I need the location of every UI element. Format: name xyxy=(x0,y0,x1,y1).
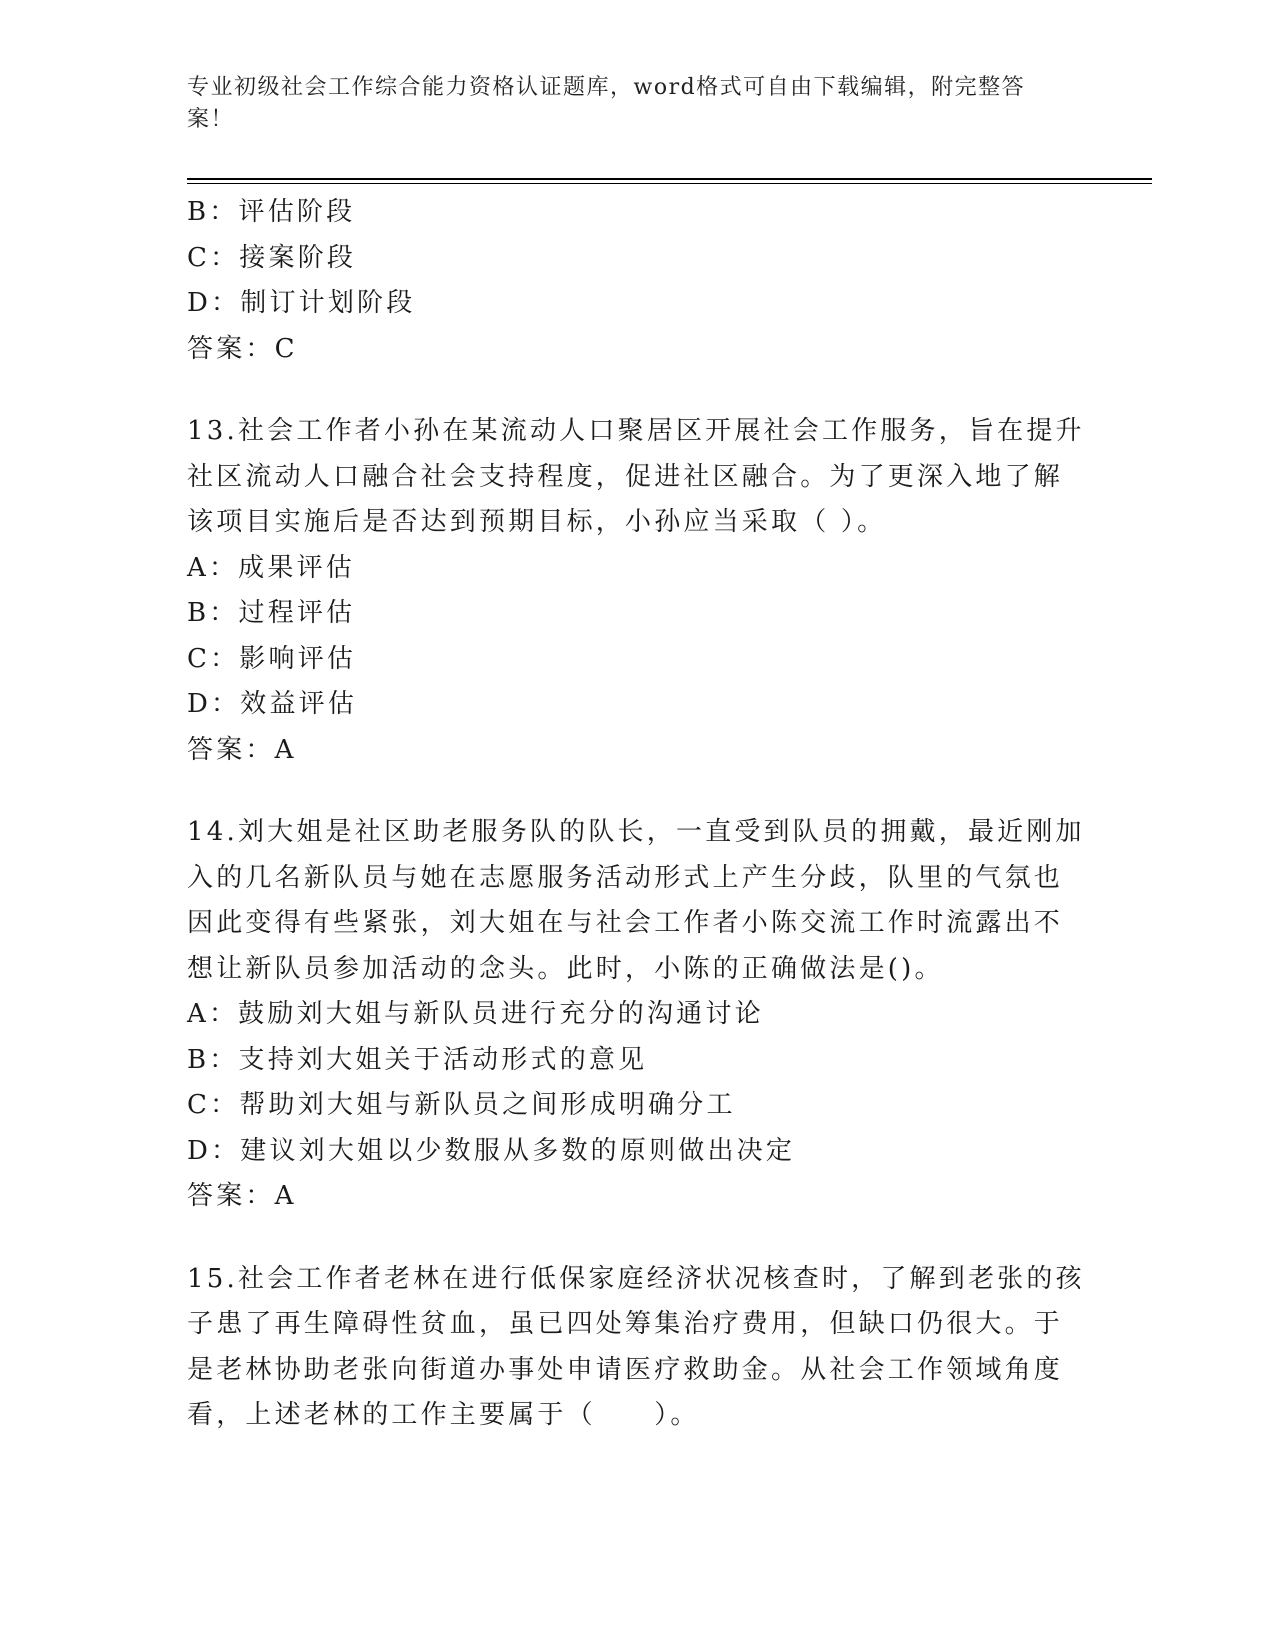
option-d: D：建议刘大姐以少数服从多数的原则做出决定 xyxy=(187,1135,796,1166)
question-stem-line: 15.社会工作者老林在进行低保家庭经济状况核查时，了解到老张的孩 xyxy=(187,1263,1085,1294)
answer: 答案：A xyxy=(187,734,297,765)
question-stem-line: 是老林协助老张向街道办事处申请医疗救助金。从社会工作领域角度 xyxy=(187,1354,1064,1385)
option-d: D：制订计划阶段 xyxy=(187,288,416,318)
question-15 xyxy=(187,1257,1085,1439)
option-b: B：支持刘大姐关于活动形式的意见 xyxy=(187,1044,648,1075)
question-stem-line: 子患了再生障碍性贫血，虽已四处筹集治疗费用，但缺口仍很大。于 xyxy=(187,1309,1064,1339)
option-a: A：鼓励刘大姐与新队员进行充分的沟通讨论 xyxy=(187,999,764,1029)
question-stem-line: 14.刘大姐是社区助老服务队的队长，一直受到队员的拥戴，最近刚加 xyxy=(187,817,1085,847)
question-13 xyxy=(187,409,1085,773)
header-line-2: 案！ xyxy=(187,107,235,132)
document-header xyxy=(187,72,1067,136)
question-stem-line: 想让新队员参加活动的念头。此时，小陈的正确做法是()。 xyxy=(187,953,944,984)
option-a: A：成果评估 xyxy=(187,552,355,583)
option-b: B：过程评估 xyxy=(187,598,356,628)
question-stem-line: 社区流动人口融合社会支持程度，促进社区融合。为了更深入地了解 xyxy=(187,461,1064,492)
document-body xyxy=(187,190,1085,1439)
question-stem-line: 因此变得有些紧张，刘大姐在与社会工作者小陈交流工作时流露出不 xyxy=(187,908,1064,938)
option-b: B：评估阶段 xyxy=(187,197,356,227)
option-c: C：影响评估 xyxy=(187,643,357,674)
question-stem-line: 看，上述老林的工作主要属于（ ）。 xyxy=(187,1400,700,1430)
option-c: C：帮助刘大姐与新队员之间形成明确分工 xyxy=(187,1090,736,1120)
question-12-tail xyxy=(187,190,1077,372)
question-stem-line: 13.社会工作者小孙在某流动人口聚居区开展社会工作服务，旨在提升 xyxy=(187,416,1085,446)
question-stem-line: 入的几名新队员与她在志愿服务活动形式上产生分歧，队里的气氛也 xyxy=(187,862,1064,893)
header-line-1: 专业初级社会工作综合能力资格认证题库，word格式可自由下载编辑，附完整答 xyxy=(187,75,1026,100)
answer: 答案：C xyxy=(187,333,298,364)
header-rule-thin xyxy=(187,183,1152,184)
answer: 答案：A xyxy=(187,1181,297,1211)
option-c: C：接案阶段 xyxy=(187,242,357,273)
question-14 xyxy=(187,810,1085,1220)
question-stem-line: 该项目实施后是否达到预期目标，小孙应当采取（ ）。 xyxy=(187,507,887,537)
option-d: D：效益评估 xyxy=(187,689,358,719)
header-rule-thick xyxy=(187,178,1152,180)
